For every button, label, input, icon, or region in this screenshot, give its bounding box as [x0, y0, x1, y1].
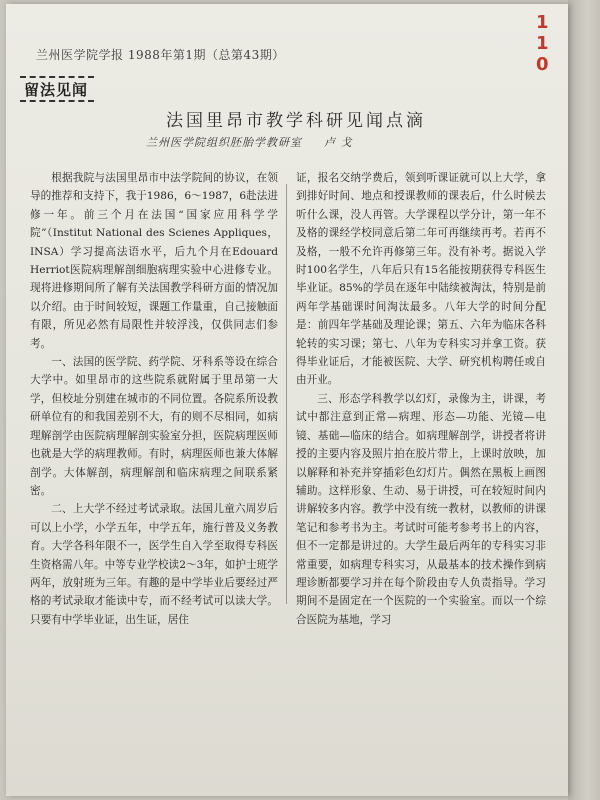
left-column [30, 169, 278, 629]
journal-page [6, 4, 568, 796]
paragraph: 三、形态学科教学以幻灯，录像为主，讲课，考试中都注意到正常—病理、形态—功能、光镜—电镜、基础—临床的结合。如病理解剖学，讲授者将讲授的主要内容及照片拍在胶片带上，上课时放映，加以解释和补充并穿插彩色幻灯片。偶然在黑板上画图辅助。这样形象、生动、易于讲授，可在较短时间内讲解较多内容。教学中没有统一教材，以教师的讲课笔记和参考书为主。考试时可能考参考书上的内容，但不一定都是讲过的。大学生最后两年的专科实习非常重要，如病理专科实习，从最基本的技术操作到病理诊断都要学习并在每个阶段由专人负责指导。学习期间不是固定在一个医院的一个实验室。而以一个综合医院为基地，学习 [296, 392, 546, 626]
paragraph: 二、上大学不经过考试录取。法国儿童六周岁后可以上小学，小学五年，中学五年，施行普及义务教育。大学各科年限不一，医学生自入学至取得专科医生资格需八年。中等专业学校读2～3年，如护士班学两年，放射班为三年。有趣的是中学毕业后要经过严格的考试录取才能读中专，而不经考试可以读大学。只要有中学毕业证，出生证，居住 [30, 503, 278, 626]
running-head: 兰州医学院学报 1988年第1期（总第43期） [36, 48, 285, 62]
author: 卢 戈 [324, 136, 353, 149]
paragraph: 证，报名交纳学费后，领到听课证就可以上大学，拿到排好时间、地点和授课教师的课表后，什么时候去听什么课，没人再管。大学课程以学分计，第一年不及格的课经学校同意后第二年可再继续再考。若再不及格，一般不允许再修第三年。没有补考。据说入学时100名学生，八年后只有15名能按期获得专科医生毕业证。85%的学员在逐年中陆续被淘汰，特别是前两年学基础课时间淘汰最多。八年大学的时间分配是：前四年学基础及理论课；第五、六年为临床各科轮转的实习课；第七、八年为专科实习并拿工资。获得毕业证后，才能被医院、大学、研究机构聘任或自由开业。 [296, 172, 546, 387]
right-column [296, 169, 546, 629]
article-title: 法国里昂市教学科研见闻点滴 [166, 111, 426, 131]
decorative-border-bottom [20, 100, 94, 102]
decorative-border-top [20, 76, 94, 78]
paragraph: 一、法国的医学院、药学院、牙科系等设在综合大学中。如里昂市的这些院系就附属于里昂第一大学，但校址分别建在城市的不同位置。各院系所设教研单位有的和我国差别不大，有的则不尽相同，如病理解剖学由医院病理解剖实验室分担，医院病理医师也就是大学的病理教师。有时，病理医师也兼大体解剖学。大体解剖，病理解剖和临床病理之间联系紧密。 [30, 356, 278, 497]
adjacent-page-edge [568, 0, 600, 800]
column-label-box [20, 74, 94, 102]
page-corner-mark: 1 1 0 [536, 12, 551, 75]
column-divider [286, 184, 287, 604]
paragraph: 根据我院与法国里昂市中法学院间的协议，在领导的推荐和支持下，我于1986，6～1987，6赴法进修一年。前三个月在法国“国家应用科学学院”（Institut National des Scienes Appliques，INSA）学习提高法语水平，后九个月在Edouard Herriot医院病理解剖细胞病理实验中心进修专业。现将进修期间所了解有关法国教学科研方面的情况加以介绍。由于时间较短，课题工作量重，自己接触面有限，所见必然有局限性并较浮浅，仅供同志们参考。 [30, 172, 278, 350]
column-label: 留法见闻 [24, 81, 89, 99]
byline [146, 134, 466, 150]
affiliation: 兰州医学院组织胚胎学教研室 [146, 136, 302, 149]
